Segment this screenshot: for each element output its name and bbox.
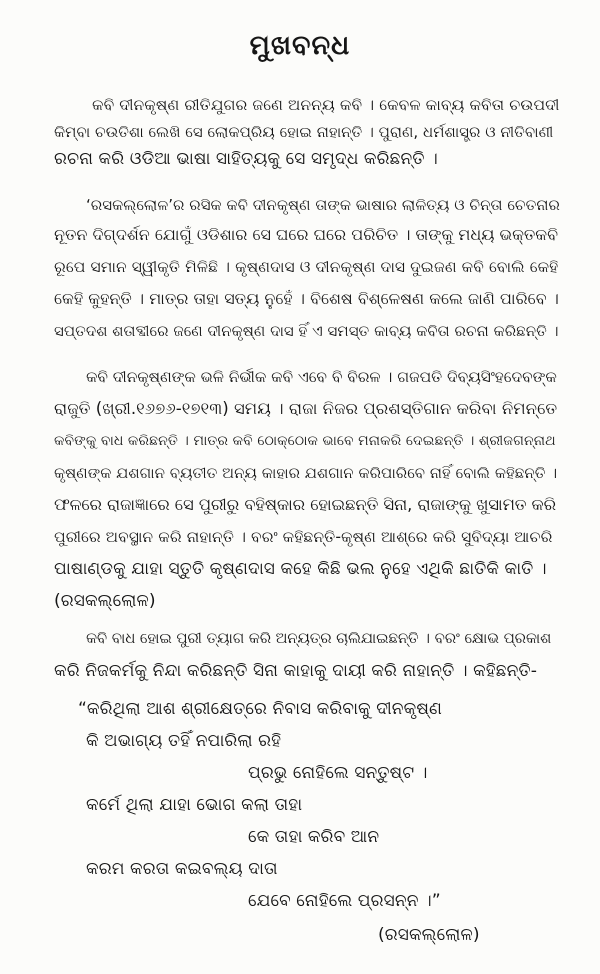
verse-line: ଯେବେ ନୋହିଲେ ପ୍ରସନ୍ନ ।”: [248, 891, 441, 911]
text-line: କବିଙ୍କୁ ବାଧ କରିଛନ୍ତି । ମାତ୍ର କବି ଠୋକ୍‌ଠୋକ ଭାବେ ମନାକରି ଦେଇଛନ୍ତି । ଶ୍ରୀଜଗନ୍ନାଥ: [54, 433, 556, 449]
verse-citation: (ରସକଲ୍ଲୋଳ): [378, 925, 480, 945]
page-title: ମୁଖବନ୍ଧ: [249, 30, 351, 61]
text-line: କିମ୍ବା ଚଉତିଶା ଲେଖି ସେ ଲୋକପ୍ରିୟ ହୋଇ ନାହାନ୍ତି । ପୁରାଣ, ଧର୍ମଶାସ୍ତ୍ର ଓ ନୀତିବାଣୀ: [54, 123, 554, 141]
text-line: କବି ଦୀନକୃଷ୍ଣ ରୀତିଯୁଗର ଜଣେ ଅନନ୍ୟ କବି । କେବଳ କାବ୍ୟ କବିତା ଚଉପଦୀ: [92, 95, 560, 114]
text-line: ଫଳରେ ରାଜାଜ୍ଞାରେ ସେ ପୁରୀରୁ ବହିଷ୍କାର ହୋଇଛନ୍ତି ସିନା, ରାଜାଙ୍କୁ ଖୁସାମତ କରି: [54, 495, 556, 514]
text-line: ନୂତନ ଦିଗ୍‌ଦର୍ଶନ ଯୋଗୁଁ ଓଡିଶାର ସେ ଘରେ ଘରେ ପରିଚିତ । ତାଙ୍କୁ ମଧ୍ୟ ଭକ୍ତକବି: [54, 225, 559, 244]
text-line: ‘ରସକଲ୍ଲୋଳ’ର ରସିକ କବି ଦୀନକୃଷ୍ଣ ତାଙ୍କ ଭାଷାର ଲାଳିତ୍ୟ ଓ ଚିନ୍ତା ଚେତନାର: [86, 196, 560, 214]
text-line: (ରସକଲ୍ଲୋଳ): [54, 591, 156, 611]
text-line: କୃଷ୍ଣଙ୍କ ଯଶଗାନ ବ୍ୟତୀତ ଅନ୍ୟ କାହାର ଯଶଗାନ କରିପାରିବେ ନାହିଁ ବୋଲି କହିଛନ୍ତି ।: [54, 464, 558, 482]
text-line: କବି ବାଧ ହୋଇ ପୁରୀ ତ୍ୟାଗ କରି ଅନ୍ୟତ୍ର ଚାଲିଯାଇଛନ୍ତି । ବରଂ କ୍ଷୋଭ ପ୍ରକାଶ: [86, 630, 552, 647]
text-line: କେହି କୁହନ୍ତି । ମାତ୍ର ତାହା ସତ୍ୟ ନୁହେଁ । ବିଶେଷ ବିଶ୍ଳେଷଣ କଲେ ଜାଣି ପାରିବେ ।: [54, 289, 559, 308]
text-line: ପୁରୀରେ ଅବସ୍ଥାନ କରି ନାହାନ୍ତି । ବରଂ କହିଛନ୍ତି-କୃଷ୍ଣ ଆଶ୍ରେ କରି ସୁବିଦ୍ୟା ଆଚରି: [54, 527, 553, 546]
verse-line: କରମ କରତା କଇବଲ୍ୟ ଦାତା: [86, 859, 278, 879]
verse-line: କି ଅଭାଗ୍ୟ ତହିଁ ନପାରିଲା ରହି: [86, 731, 282, 751]
text-line: କରି ନିଜକର୍ମକୁ ନିନ୍ଦା କରିଛନ୍ତି ସିନା କାହାକୁ ଦାୟୀ କରି ନାହାନ୍ତି । କହିଛନ୍ତି-: [54, 661, 537, 681]
text-line: ରୂପେ ସମାନ ସ୍ୱୀକୃତି ମିଳିଛି । କୃଷ୍ଣଦାସ ଓ ଦୀନକୃଷ୍ଣ ଦାସ ଦୁଇଜଣ କବି ବୋଲି କେହି: [54, 257, 559, 276]
verse-line: ପ୍ରଭୁ ନୋହିଲେ ସନ୍ତୁଷ୍ଟ ।: [248, 763, 428, 783]
verse-line: “କରିଥିଲା ଆଶ ଶ୍ରୀକ୍ଷେତ୍ରେ ନିବାସ କରିବାକୁ ଦୀନକୃଷ୍ଣ: [78, 699, 443, 719]
verse-line: କର୍ମେ ଥିଲା ଯାହା ଭୋଗ କଲା ତାହା: [86, 795, 303, 815]
verse-line: କେ ତାହା କରିବ ଆନ: [248, 827, 380, 847]
text-line: ସପ୍ତଦଶ ଶତାବ୍ଦୀରେ ଜଣେ ଦୀନକୃଷ୍ଣ ଦାସ ହିଁ ଏ ସମସ୍ତ କାବ୍ୟ କବିତା ରଚନା କରିଛନ୍ତି ।: [54, 322, 559, 340]
text-line: ରଚନା କରି ଓଡିଆ ଭାଷା ସାହିତ୍ୟକୁ ସେ ସମୃଦ୍ଧ କରିଛନ୍ତି ।: [54, 149, 438, 169]
text-line: ରାଜୁତି (ଖ୍ରୀ.୧୬୭୬-୧୭୧୩) ସମୟ । ରାଜା ନିଜର ପ୍ରଶସ୍ତିଗାନ କରିବା ନିମନ୍ତେ: [54, 399, 558, 418]
text-line: ପାଷାଣ୍ଡକୁ ଯାହା ସ୍ତୁତି କୃଷ୍ଣଦାସ କହେ କିଛି ଭଲ ନୁହେ ଏଥିକି ଛାତିକି କାତି ।: [54, 559, 547, 579]
text-line: କବି ଦୀନକୃଷ୍ଣଙ୍କ ଭଳି ନିର୍ଭୀକ କବି ଏବେ ବି ବିରଳ । ଗଜପତି ଦିବ୍ୟସିଂହଦେବଙ୍କ: [86, 368, 557, 386]
